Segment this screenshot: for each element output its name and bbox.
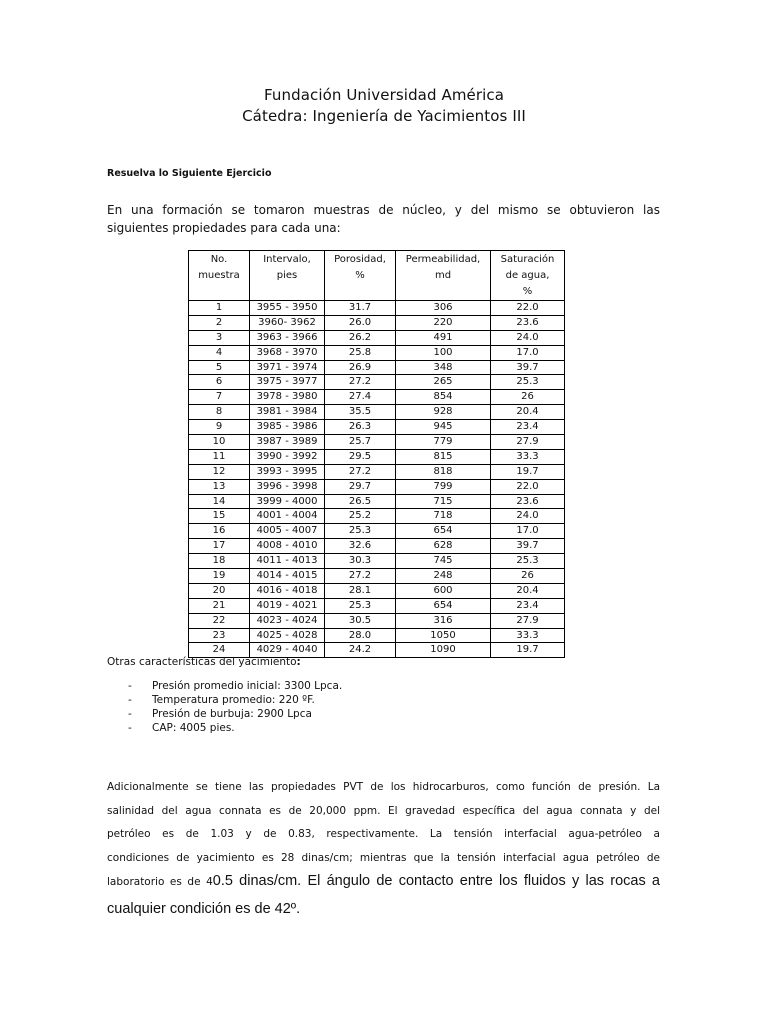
header-interval: Intervalo, pies (250, 251, 325, 301)
paragraph-line: Adicionalmente se tiene las propiedades PVT de los hidrocarburos, como función de presión. La (107, 781, 660, 793)
table-cell: 27.2 (325, 569, 396, 584)
table-cell: 22.0 (491, 479, 565, 494)
table-cell: 3985 - 3986 (250, 420, 325, 435)
table-cell: 24 (189, 643, 250, 658)
table-cell: 39.7 (491, 360, 565, 375)
table-cell: 26.0 (325, 315, 396, 330)
intro-line-1: En una formación se tomaron muestras de núcleo, y del mismo se obtuvieron las (107, 203, 660, 217)
table-row (189, 598, 565, 613)
header-water-saturation: Saturación de agua, % (491, 251, 565, 301)
table-cell: 32.6 (325, 539, 396, 554)
table-cell: 26 (491, 390, 565, 405)
table-cell: 1 (189, 301, 250, 316)
table-cell: 26.2 (325, 330, 396, 345)
table-cell: 945 (396, 420, 491, 435)
core-samples-table (188, 250, 565, 658)
header-permeability: Permeabilidad, md (396, 251, 491, 301)
table-row (189, 405, 565, 420)
table-cell: 27.9 (491, 435, 565, 450)
table-cell: 25.3 (491, 554, 565, 569)
table-cell: 29.7 (325, 479, 396, 494)
table-row (189, 345, 565, 360)
table-cell: 718 (396, 509, 491, 524)
table-cell: 654 (396, 524, 491, 539)
table-row (189, 464, 565, 479)
table-cell: 19.7 (491, 643, 565, 658)
table-body (189, 301, 565, 658)
table-cell: 11 (189, 449, 250, 464)
table-cell: 25.3 (325, 524, 396, 539)
table-row (189, 315, 565, 330)
table-row (189, 390, 565, 405)
table-cell: 28.0 (325, 628, 396, 643)
table-cell: 17.0 (491, 345, 565, 360)
table-cell: 4029 - 4040 (250, 643, 325, 658)
table-cell: 33.3 (491, 628, 565, 643)
table-cell: 4011 - 4013 (250, 554, 325, 569)
table-cell: 248 (396, 569, 491, 584)
table-cell: 25.3 (325, 598, 396, 613)
table-cell: 23.4 (491, 420, 565, 435)
table-cell: 12 (189, 464, 250, 479)
table-cell: 9 (189, 420, 250, 435)
table-cell: 25.2 (325, 509, 396, 524)
table-cell: 7 (189, 390, 250, 405)
table-cell: 39.7 (491, 539, 565, 554)
table-cell: 3971 - 3974 (250, 360, 325, 375)
table-cell: 14 (189, 494, 250, 509)
paragraph-line: salinidad del agua connata es de 20,000 ppm. El gravedad específica del agua connata y del (107, 804, 660, 817)
table-cell: 348 (396, 360, 491, 375)
table-cell: 30.5 (325, 613, 396, 628)
table-header-row (189, 251, 565, 301)
table-cell: 3990 - 3992 (250, 449, 325, 464)
table-cell: 25.3 (491, 375, 565, 390)
table-cell: 23.6 (491, 494, 565, 509)
table-cell: 23.4 (491, 598, 565, 613)
table-row (189, 494, 565, 509)
table-cell: 491 (396, 330, 491, 345)
table-cell: 35.5 (325, 405, 396, 420)
paragraph-line: cualquier condición es de 42º. (107, 900, 301, 917)
document-subtitle: Cátedra: Ingeniería de Yacimientos III (242, 107, 526, 125)
table-cell: 26.9 (325, 360, 396, 375)
table-cell: 24.0 (491, 509, 565, 524)
table-row (189, 524, 565, 539)
table-cell: 3978 - 3980 (250, 390, 325, 405)
table-cell: 26.3 (325, 420, 396, 435)
table-row (189, 628, 565, 643)
table-row (189, 583, 565, 598)
table-cell: 3 (189, 330, 250, 345)
table-cell: 306 (396, 301, 491, 316)
table-row (189, 330, 565, 345)
table-cell: 27.2 (325, 464, 396, 479)
paragraph-line: laboratorio es de 40.5 dinas/cm. El ángulo de contacto entre los fluidos y las rocas a (107, 873, 660, 889)
table-cell: 22.0 (491, 301, 565, 316)
table-cell: 628 (396, 539, 491, 554)
table-cell: 20.4 (491, 405, 565, 420)
table-cell: 24.0 (491, 330, 565, 345)
table-cell: 600 (396, 583, 491, 598)
table-row (189, 375, 565, 390)
table-cell: 3996 - 3998 (250, 479, 325, 494)
table-cell: 4001 - 4004 (250, 509, 325, 524)
header-sample-no: No. muestra (189, 251, 250, 301)
table-cell: 4008 - 4010 (250, 539, 325, 554)
table-cell: 3993 - 3995 (250, 464, 325, 479)
table-cell: 24.2 (325, 643, 396, 658)
table-cell: 29.5 (325, 449, 396, 464)
table-cell: 21 (189, 598, 250, 613)
table-cell: 4014 - 4015 (250, 569, 325, 584)
table-cell: 815 (396, 449, 491, 464)
table-row (189, 479, 565, 494)
table-cell: 22 (189, 613, 250, 628)
table-cell: 4019 - 4021 (250, 598, 325, 613)
table-cell: 1090 (396, 643, 491, 658)
table-cell: 26.5 (325, 494, 396, 509)
table-cell: 3975 - 3977 (250, 375, 325, 390)
table-cell: 818 (396, 464, 491, 479)
table-cell: 3987 - 3989 (250, 435, 325, 450)
table-cell: 3999 - 4000 (250, 494, 325, 509)
table-cell: 4023 - 4024 (250, 613, 325, 628)
table-cell: 6 (189, 375, 250, 390)
table-cell: 19.7 (491, 464, 565, 479)
table-cell: 799 (396, 479, 491, 494)
table-cell: 4 (189, 345, 250, 360)
table-cell: 18 (189, 554, 250, 569)
list-item: - Presión promedio inicial: 3300 Lpca. (128, 679, 342, 693)
list-item: - CAP: 4005 pies. (128, 721, 342, 735)
table-cell: 3960- 3962 (250, 315, 325, 330)
table-cell: 8 (189, 405, 250, 420)
table-cell: 854 (396, 390, 491, 405)
table-cell: 23 (189, 628, 250, 643)
paragraph-line: petróleo es de 1.03 y de 0.83, respectivamente. La tensión interfacial agua-petróleo a (107, 828, 660, 840)
table-cell: 928 (396, 405, 491, 420)
table-cell: 26 (491, 569, 565, 584)
table-cell: 33.3 (491, 449, 565, 464)
table-cell: 17.0 (491, 524, 565, 539)
table-cell: 23.6 (491, 315, 565, 330)
table-row (189, 569, 565, 584)
table-cell: 3955 - 3950 (250, 301, 325, 316)
table-cell: 13 (189, 479, 250, 494)
table-cell: 27.4 (325, 390, 396, 405)
reservoir-properties-list (128, 679, 342, 735)
table-cell: 654 (396, 598, 491, 613)
table-cell: 220 (396, 315, 491, 330)
table-cell: 16 (189, 524, 250, 539)
table-cell: 17 (189, 539, 250, 554)
table-cell: 100 (396, 345, 491, 360)
paragraph-line: condiciones de yacimiento es 28 dinas/cm; mientras que la tensión interfacial agua petróleo de (107, 851, 660, 864)
table-row (189, 449, 565, 464)
document-title: Fundación Universidad América (263, 86, 505, 104)
list-item: - Temperatura promedio: 220 ºF. (128, 693, 342, 707)
table-cell: 25.8 (325, 345, 396, 360)
intro-paragraph (107, 201, 660, 237)
table-cell: 30.3 (325, 554, 396, 569)
table-cell: 715 (396, 494, 491, 509)
table-cell: 4025 - 4028 (250, 628, 325, 643)
table-cell: 1050 (396, 628, 491, 643)
table-row (189, 301, 565, 316)
table-row (189, 613, 565, 628)
table-cell: 20 (189, 583, 250, 598)
table-cell: 25.7 (325, 435, 396, 450)
table-cell: 4016 - 4018 (250, 583, 325, 598)
table-cell: 779 (396, 435, 491, 450)
table-row (189, 360, 565, 375)
table-cell: 19 (189, 569, 250, 584)
table-cell: 28.1 (325, 583, 396, 598)
table-cell: 3963 - 3966 (250, 330, 325, 345)
section-heading: Resuelva lo Siguiente Ejercicio (107, 168, 272, 179)
table-row (189, 420, 565, 435)
table-cell: 5 (189, 360, 250, 375)
table-cell: 316 (396, 613, 491, 628)
table-cell: 15 (189, 509, 250, 524)
table-row (189, 435, 565, 450)
table-cell: 27.2 (325, 375, 396, 390)
table-cell: 265 (396, 375, 491, 390)
table-cell: 4005 - 4007 (250, 524, 325, 539)
list-item: - Presión de burbuja: 2900 Lpca (128, 707, 342, 721)
other-characteristics-title: Otras características del yacimiento: (107, 656, 301, 668)
table-row (189, 509, 565, 524)
table-cell: 10 (189, 435, 250, 450)
table-cell: 31.7 (325, 301, 396, 316)
table-cell: 3968 - 3970 (250, 345, 325, 360)
table-cell: 27.9 (491, 613, 565, 628)
table-cell: 745 (396, 554, 491, 569)
table-cell: 3981 - 3984 (250, 405, 325, 420)
table-cell: 20.4 (491, 583, 565, 598)
table-row (189, 539, 565, 554)
table-row (189, 554, 565, 569)
pvt-paragraph (107, 776, 660, 923)
intro-line-2: siguientes propiedades para cada una: (107, 221, 341, 235)
table-cell: 2 (189, 315, 250, 330)
header-porosity: Porosidad, % (325, 251, 396, 301)
